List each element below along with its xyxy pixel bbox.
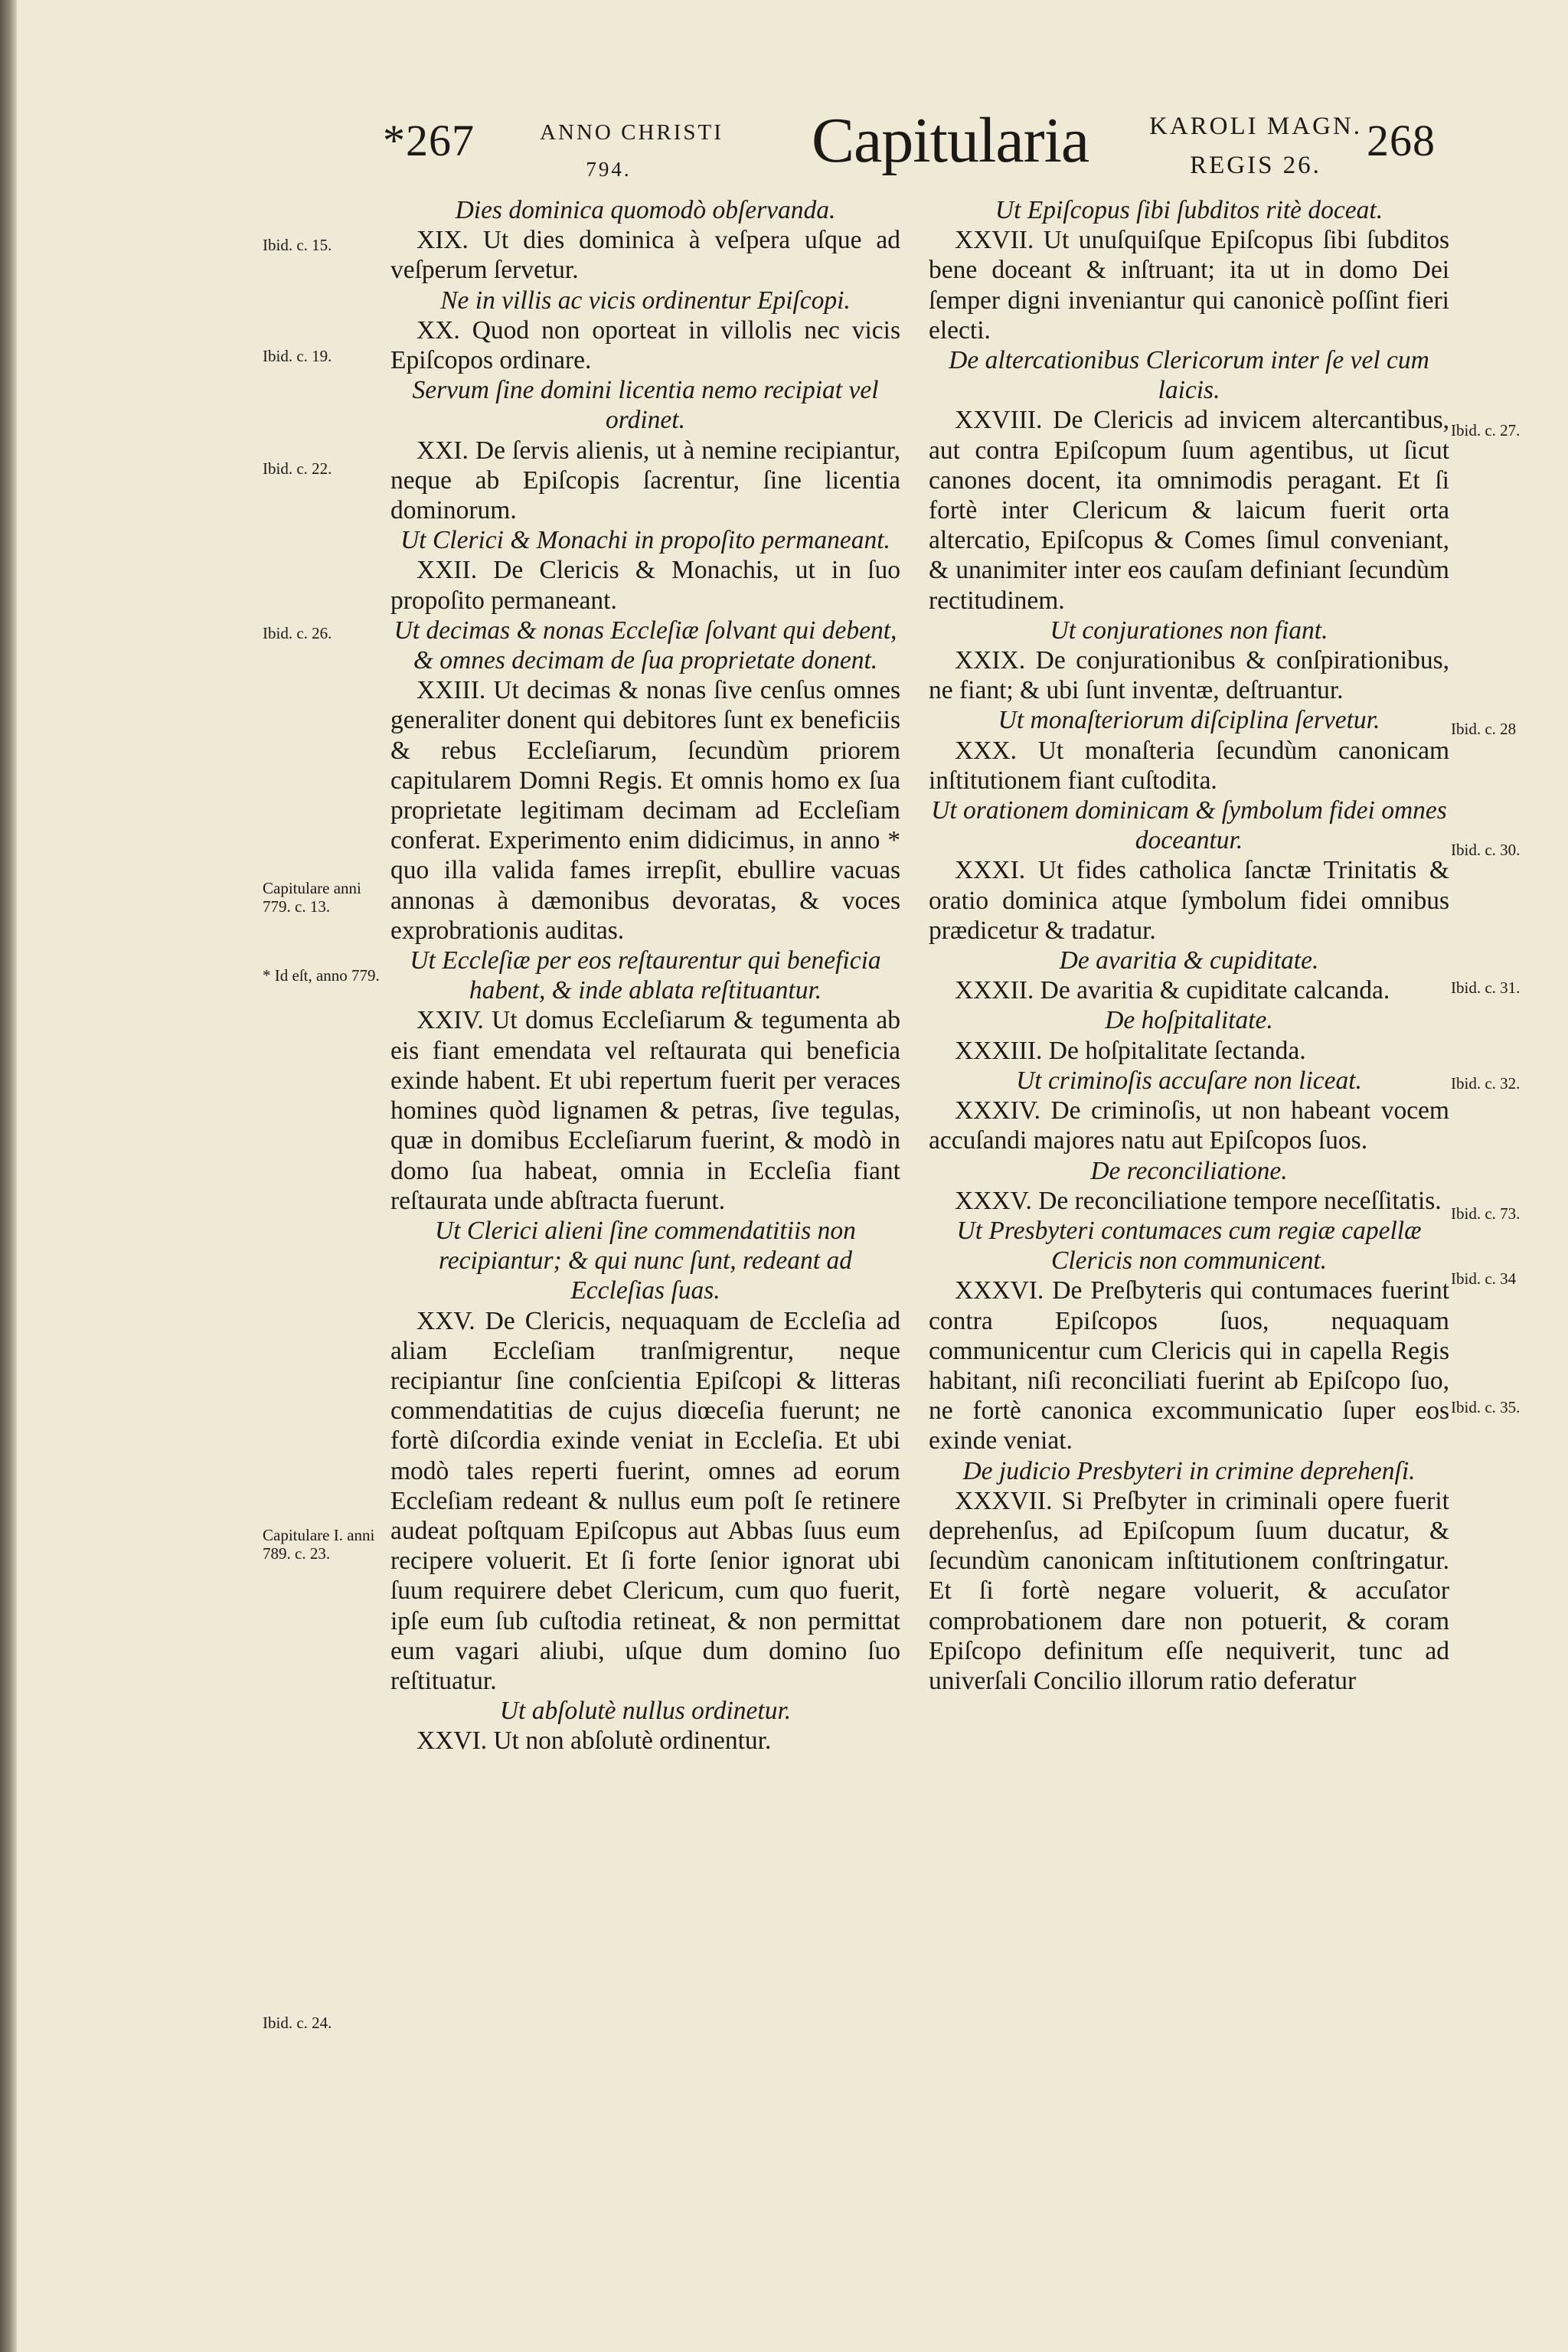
chapter-paragraph: XXVII. Ut unuſquiſque Epiſcopus ſibi ſubditos bene doceant & inſtruant; ita ut in domo Dei ſemper digni inveniantur qui canonicè poſſint fieri electi. <box>929 226 1449 345</box>
margin-note: Ibid. c. 15. <box>263 236 332 254</box>
chapter-paragraph: XXVIII. De Clericis ad invicem altercantibus, aut contra Epiſcopum ſuum agentibus, ut ſicut canones docent, ita omnimodis peragant. Et ſi fortè inter Clericum & laicum fuerit orta altercatio, Epiſcopus & Comes ſimul conveniant, & unanimiter inter eos cauſam definiant ſecundùm rectitudinem. <box>929 406 1449 615</box>
chapter-paragraph: XXIII. Ut decimas & nonas ſive cenſus omnes generaliter donent qui debitores ſunt ex beneficiis & rebus Eccleſiarum, ſecundùm priorem capitularem Domni Regis. Et omnis homo ex ſua proprietate legitimam decimam ad Eccleſiam conferat. Experimento enim didicimus, in anno * quo illa valida fames irrepſit, ebullire vacuas annonas à dæmonibus devoratas, & voces exprobrationis auditas. <box>390 676 900 945</box>
section-heading: Ne in villis ac vicis ordinentur Epiſcopi. <box>440 286 851 315</box>
margin-note: Ibid. c. 30. <box>1451 841 1521 859</box>
section-heading: Servum ſine domini licentia nemo recipiat vel ordinet. <box>412 376 879 435</box>
section-heading: De judicio Presbyteri in crimine deprehenſi. <box>962 1456 1416 1485</box>
margin-note: Ibid. c. 32. <box>1451 1074 1521 1093</box>
margin-note: Ibid. c. 27. <box>1451 421 1521 439</box>
running-head-karoli: KAROLI MAGN. <box>1149 113 1362 140</box>
chapter-paragraph: XIX. Ut dies dominica à veſpera uſque ad veſperum ſervetur. <box>390 226 900 285</box>
right-text-column <box>929 195 1449 1696</box>
running-head-anno-christi: ANNO CHRISTI <box>540 120 724 145</box>
chapter-paragraph: XXXI. Ut fides catholica ſanctæ Trinitatis & oratio dominica atque ſymbolum fidei omnibus prædicetur & tradatur. <box>929 856 1449 945</box>
margin-note: Capitulare I. anni 789. c. 23. <box>263 1526 375 1563</box>
running-head-year: 794. <box>586 158 632 181</box>
margin-note: Capitulare anni 779. c. 13. <box>263 879 361 916</box>
margin-note: Ibid. c. 22. <box>263 459 332 478</box>
right-running-head <box>1141 107 1370 185</box>
section-heading: Ut Epiſcopus ſibi ſubditos ritè doceat. <box>995 196 1383 224</box>
margin-note: Ibid. c. 19. <box>263 347 332 365</box>
chapter-paragraph: XXII. De Clericis & Monachis, ut in ſuo propoſito permaneant. <box>390 556 900 615</box>
left-running-head <box>528 119 735 183</box>
margin-note: Ibid. c. 35. <box>1451 1398 1521 1416</box>
chapter-paragraph: XXIV. Ut domus Eccleſiarum & tegumenta ab eis fiant emendata vel reſtaurata qui beneficia exinde habent. Et ubi repertum fuerit per veraces homines quòd lignamen & petras, ſive tegulas, quæ in domibus Eccleſiarum fuerint, & modò in domo ſua habeat, omnia in Eccleſia fiant reſtaurata unde abſtracta fuerunt. <box>390 1006 900 1215</box>
margin-note: Ibid. c. 28 <box>1451 720 1517 738</box>
margin-note: Ibid. c. 31. <box>1451 978 1521 997</box>
chapter-paragraph: XXI. De ſervis alienis, ut à nemine recipiantur, neque ab Epiſcopis ſacrentur, ſine licentia dominorum. <box>390 436 900 525</box>
left-page-number: *267 <box>383 116 475 165</box>
book-binding-edge <box>0 0 17 2352</box>
chapter-paragraph: XXXIII. De hoſpitalitate ſectanda. <box>955 1036 1306 1065</box>
chapter-paragraph: XXX. Ut monaſteria ſecundùm canonicam inſtitutionem fiant cuſtodita. <box>929 736 1449 795</box>
chapter-paragraph: XXXVII. Si Preſbyter in criminali opere fuerit deprehenſus, ad Epiſcopum ſuum ducatur, & ſecundùm canonicam inſtitutionem conſtringatur. Et ſi fortè negare voluerit, & accuſator comprobationem dare non potuerit, & coram Epiſcopo definitum eſſe nequiverit, tunc ad univerſali Concilio illorum ratio deferatur <box>929 1486 1449 1695</box>
right-page-number: 268 <box>1367 116 1436 165</box>
section-heading: Ut orationem dominicam & ſymbolum fidei omnes doceantur. <box>931 796 1447 855</box>
chapter-paragraph: XX. Quod non oporteat in villolis nec vicis Epiſcopos ordinare. <box>390 315 900 375</box>
section-heading: Ut abſolutè nullus ordinetur. <box>499 1697 792 1726</box>
section-heading: Ut monaſteriorum diſciplina ſervetur. <box>998 706 1380 735</box>
section-heading: Dies dominica quomodò obſervanda. <box>455 196 836 224</box>
chapter-paragraph: XXV. De Clericis, nequaquam de Eccleſia ad aliam Eccleſiam tranſmigrentur, neque recipiantur ſine conſcientia Epiſcopi & litteras commendatitias de cujus diœceſia fuerunt; ne fortè diſcordia exinde veniat in Eccleſia. Et ubi modò tales reperti fuerint, omnes ad eorum Eccleſiam redeant & nullus eum poſt ſe retinere audeat poſtquam Epiſcopus aut Abbas ſuus eum recipere voluerit. Et ſi forte ſenior ignorat ubi ſuum requirere debet Clericum, cum quo fuerit, ipſe eum ſub cuſtodia retineat, & non permittat eum vagari aliubi, uſque dum domino ſuo reſtituatur. <box>390 1306 900 1695</box>
page-title: Capitularia <box>812 105 1089 176</box>
chapter-paragraph: XXIX. De conjurationibus & conſpirationibus, ne fiant; & ubi ſunt inventæ, deſtruantur. <box>929 646 1449 705</box>
running-head-regis: REGIS 26. <box>1190 152 1321 180</box>
section-heading: Ut Clerici & Monachi in propoſito permaneant. <box>400 526 890 555</box>
chapter-paragraph: XXXII. De avaritia & cupiditate calcanda. <box>955 976 1390 1005</box>
section-heading: De hoſpitalitate. <box>1105 1006 1273 1035</box>
chapter-paragraph: XXXIV. De criminoſis, ut non habeant vocem accuſandi majores natu aut Epiſcopos ſuos. <box>929 1096 1449 1155</box>
section-heading: De avaritia & cupiditate. <box>1059 946 1319 975</box>
section-heading: Ut conjurationes non fiant. <box>1050 616 1328 645</box>
section-heading: Ut criminoſis accuſare non liceat. <box>1016 1066 1362 1095</box>
section-heading: Ut Clerici alieni ſine commendatitiis non recipiantur; & qui nunc ſunt, redeant ad Eccleſias ſuas. <box>435 1216 856 1305</box>
section-heading: De reconciliatione. <box>1090 1156 1288 1185</box>
margin-note: * Id eſt, anno 779. <box>263 966 380 985</box>
page-header <box>0 0 1568 184</box>
section-heading: Ut Presbyteri contumaces cum regiæ capellæ Clericis non communicent. <box>956 1216 1422 1276</box>
section-heading: Ut Eccleſiæ per eos reſtaurentur qui beneficia habent, & inde ablata reſtituantur. <box>410 946 881 1005</box>
left-text-column <box>390 195 900 1756</box>
chapter-paragraph: XXXV. De reconciliatione tempore neceſſitatis. <box>955 1186 1442 1215</box>
margin-note: Ibid. c. 24. <box>263 2014 332 2032</box>
section-heading: De altercationibus Clericorum inter ſe vel cum laicis. <box>949 346 1429 405</box>
margin-note: Ibid. c. 26. <box>263 624 332 642</box>
chapter-paragraph: XXXVI. De Preſbyteris qui contumaces fuerint contra Epiſcopos ſuos, nequaquam communicentur cum Clericis qui in capella Regis habitant, niſi reconciliati fuerint ab Epiſcopo ſuo, ne fortè canonica excommunicatio ſuper eos exinde veniat. <box>929 1276 1449 1455</box>
chapter-paragraph: XXVI. Ut non abſolutè ordinentur. <box>416 1726 772 1756</box>
margin-note: Ibid. c. 73. <box>1451 1204 1521 1223</box>
margin-note: Ibid. c. 34 <box>1451 1269 1517 1288</box>
section-heading: Ut decimas & nonas Eccleſiæ ſolvant qui debent, & omnes decimam de ſua proprietate donent. <box>394 616 897 675</box>
